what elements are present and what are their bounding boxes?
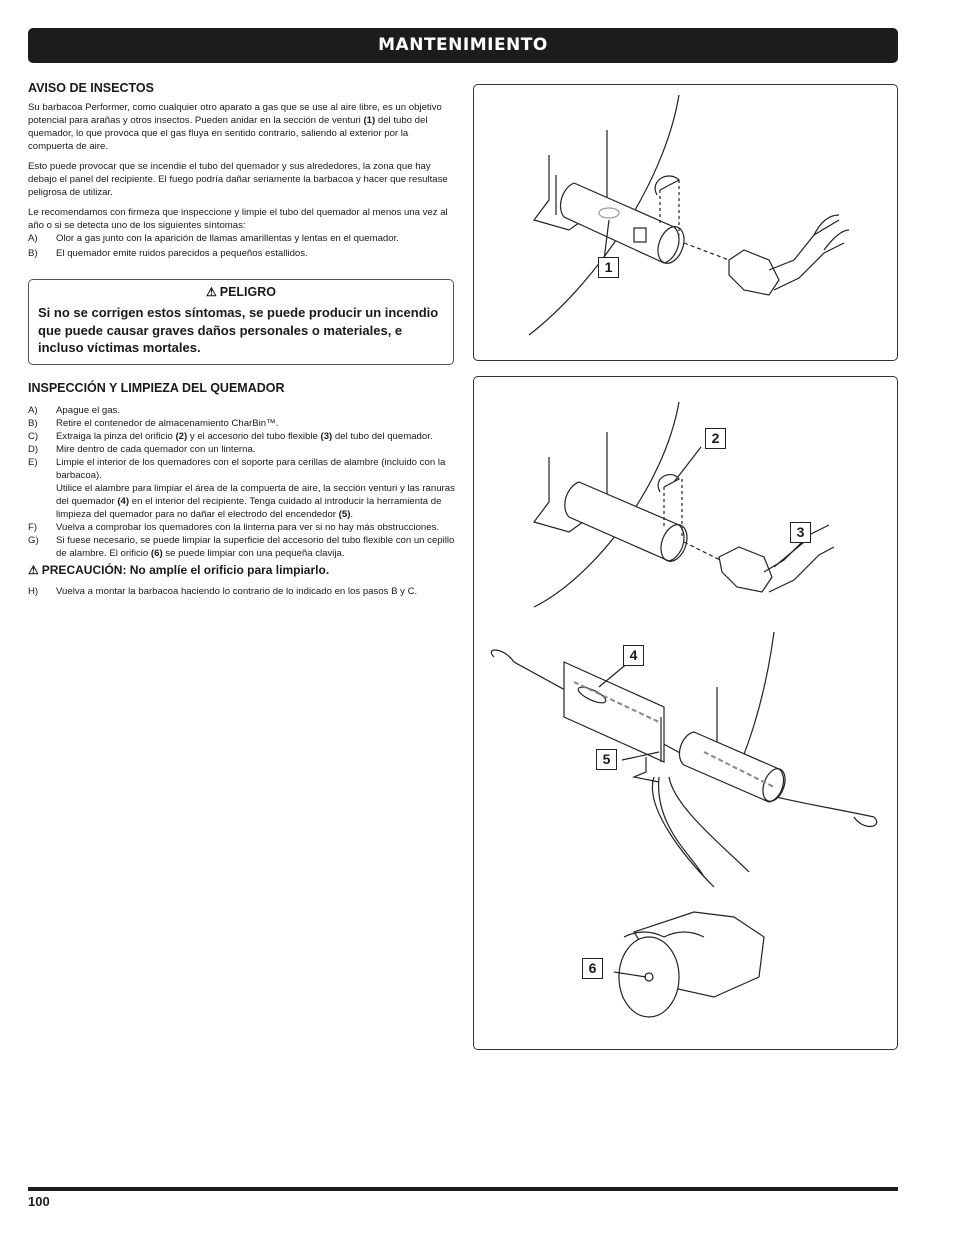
item-text: El quemador emite ruidos parecidos a pequeños estallidos.	[56, 248, 308, 259]
text-span: Utilice el alambre para limpiar el área de la compuerta de aire, la sección venturi y las ranuras del quemador	[56, 483, 455, 507]
callout-5: 5	[596, 749, 617, 770]
list-item	[28, 585, 456, 598]
callout-1: 1	[598, 257, 619, 278]
danger-box	[28, 279, 454, 365]
item-text	[56, 456, 456, 521]
item-text	[56, 534, 456, 560]
text-span: en el interior del recipiente. Tenga cuidado al introducir la herramienta de limpieza del quemador para no dañar el electrodo del encendedor	[56, 496, 442, 520]
reassembly-step	[28, 585, 456, 598]
ref-5: (5)	[338, 509, 351, 520]
item-text: Apague el gas.	[56, 405, 121, 416]
item-text: Vuelva a montar la barbacoa haciendo lo contrario de lo indicado en los pasos B y C.	[56, 586, 418, 597]
list-item	[28, 247, 456, 260]
item-text: Mire dentro de cada quemador con un linterna.	[56, 444, 256, 455]
text-span: Extraiga la pinza del orificio	[56, 431, 176, 442]
insects-paragraph-1	[28, 101, 456, 153]
item-key: H)	[28, 586, 39, 597]
list-item	[28, 232, 456, 245]
list-item	[28, 430, 456, 443]
insects-paragraph-2: Esto puede provocar que se incendie el tubo del quemador y sus alrededores, la zona que hay debajo el panel del recipiente. El fuego podría dañar seriamente la barbacoa y hacer que resultase peligrosa de utilizar.	[28, 161, 448, 198]
item-key: C)	[28, 431, 39, 442]
list-item	[28, 443, 456, 456]
section-title: MANTENIMIENTO	[378, 35, 548, 55]
callout-6: 6	[582, 958, 603, 979]
item-key: F)	[28, 522, 38, 533]
warning-triangle-icon: ⚠	[205, 285, 217, 299]
danger-title: PELIGRO	[219, 285, 277, 299]
inspection-heading: INSPECCIÓN Y LIMPIEZA DEL QUEMADOR	[28, 381, 285, 395]
callout-4: 4	[623, 645, 644, 666]
item-key: B)	[28, 418, 38, 429]
text-span: .	[350, 509, 354, 520]
section-header	[28, 28, 898, 63]
cleaning-illustration	[474, 377, 899, 1051]
text-span: Limpie el interior de los quemadores con el soporte para cerillas de alambre (incluido con la barbacoa).	[56, 457, 446, 481]
text-span: se puede limpiar con una pequeña clavija.	[162, 548, 345, 559]
item-key: G)	[28, 535, 39, 546]
insects-section	[28, 81, 456, 260]
figure-venturi	[473, 84, 898, 361]
list-item	[28, 404, 456, 417]
item-text: Vuelva a comprobar los quemadores con la linterna para ver si no hay más obstrucciones.	[56, 522, 440, 533]
item-text: Retire el contenedor de almacenamiento CharBin™.	[56, 418, 279, 429]
item-key: B)	[28, 248, 38, 259]
text-span: Su barbacoa Performer, como cualquier otro aparato a gas que se use al aire libre, es un objetivo potencial para arañas y otros insectos. Pueden anidar en la sección de venturi	[28, 102, 442, 126]
ref-4: (4)	[117, 496, 130, 507]
danger-message: Si no se corrigen estos síntomas, se puede producir un incendio que puede causar graves daños personales o materiales, e incluso víctimas mortales.	[38, 305, 439, 355]
warning-triangle-icon: ⚠	[28, 563, 39, 577]
item-key: E)	[28, 457, 38, 468]
inspection-steps	[28, 404, 456, 560]
item-key: A)	[28, 405, 38, 416]
danger-title-row	[29, 285, 453, 299]
inspection-section	[28, 381, 456, 598]
item-key: D)	[28, 444, 39, 455]
list-item	[28, 456, 456, 521]
item-text	[56, 430, 456, 443]
list-item	[28, 417, 456, 430]
callout-2: 2	[705, 428, 726, 449]
ref-3: (3)	[320, 431, 333, 442]
figure-cleaning	[473, 376, 898, 1050]
item-text: Olor a gas junto con la aparición de llamas amarillentas y lentas en el quemador.	[56, 233, 399, 244]
text-span: Si fuese necesario, se puede limpiar la superficie del accesorio del tubo flexible con un cepillo de alambre. El orificio	[56, 535, 455, 559]
callout-3: 3	[790, 522, 811, 543]
caution-note	[28, 563, 456, 577]
item-key: A)	[28, 233, 38, 244]
list-item	[28, 534, 456, 560]
text-span: del tubo del quemador.	[332, 431, 433, 442]
ref-6: (6)	[150, 548, 163, 559]
list-item	[28, 521, 456, 534]
ref-2: (2)	[175, 431, 188, 442]
insects-paragraph-3: Le recomendamos con firmeza que inspeccione y limpie el tubo del quemador al menos una vez al año o si se detecta uno de los siguientes síntomas:	[28, 207, 448, 231]
ref-1: (1)	[363, 115, 376, 126]
burner-tube-illustration	[474, 85, 899, 362]
symptom-list	[28, 232, 456, 260]
page-number: 100	[28, 1194, 50, 1209]
text-span: del tubo del quemador, lo que provoca que el gas fluya en sentido contrario, saliendo al exterior por la compuerta de aire.	[28, 115, 428, 152]
insects-heading: AVISO DE INSECTOS	[28, 81, 154, 95]
footer-rule	[28, 1187, 898, 1191]
caution-text: PRECAUCIÓN: No amplíe el orificio para limpiarlo.	[41, 563, 330, 577]
text-span: y el accesorio del tubo flexible	[187, 431, 321, 442]
